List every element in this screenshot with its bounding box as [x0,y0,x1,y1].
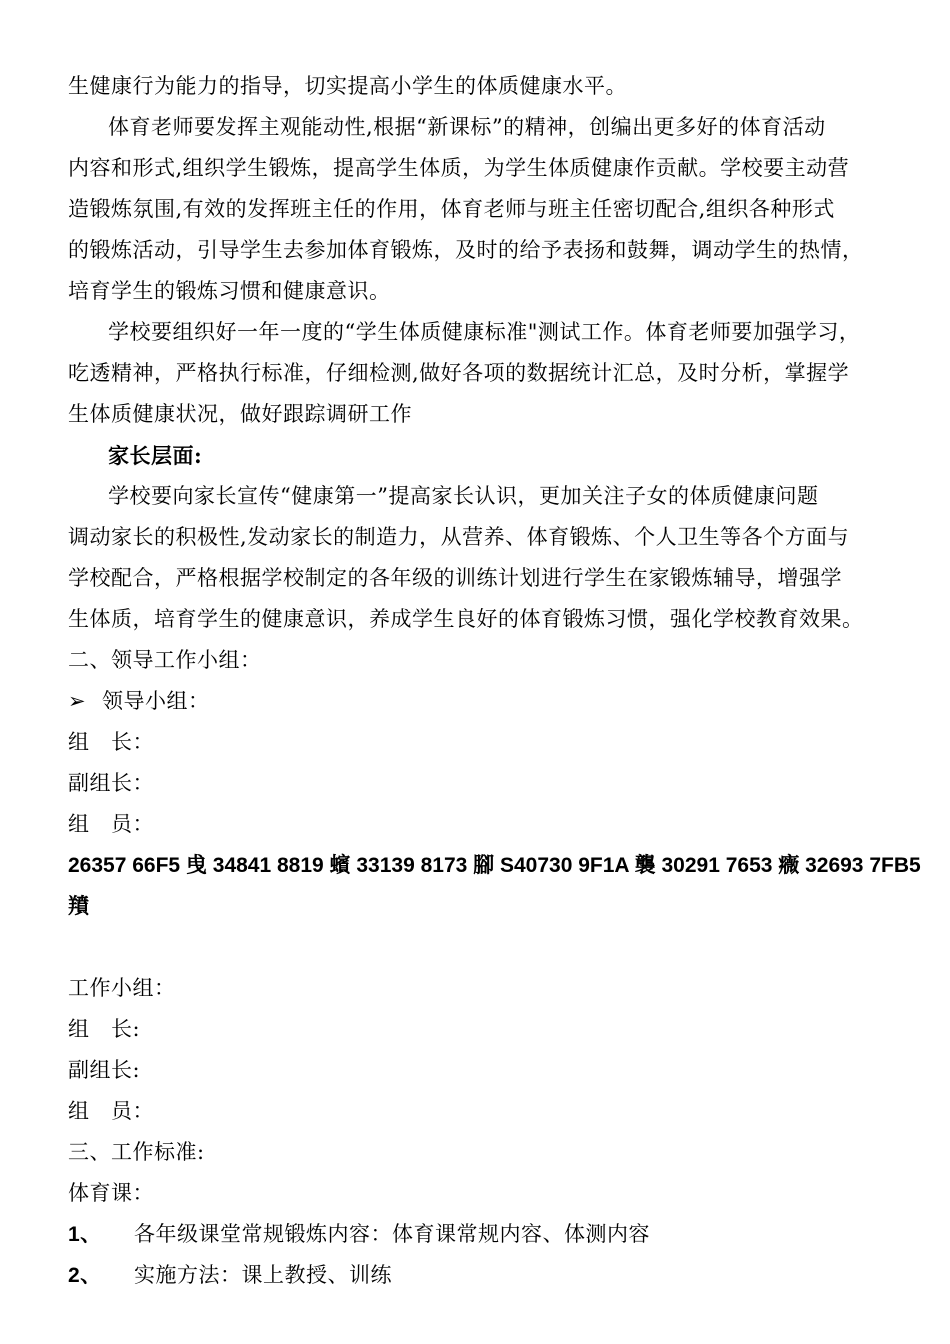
work-group-deputy: 副组长: [68,1058,141,1082]
blank-line [68,927,888,968]
leader-group-members: 组 员： [68,812,154,836]
paragraph-line: 培育学生的锻炼习惯和健康意识。 [68,279,391,303]
arrow-bullet-icon: ➢ [68,689,87,713]
section-2-title: 二、领导工作小组： [68,648,262,672]
pe-class-title: 体育课： [68,1181,154,1205]
garbled-text-line: 26357 66F5 曵 34841 8819 蠙 33139 8173 腳 S40730 9F1A 襲 30291 7653 癓 32693 7FB5 [68,854,921,877]
paragraph-line: 调动家长的积极性,发动家长的制造力，从营养、体育锻炼、个人卫生等各个方面与 [68,525,850,549]
paragraph-line: 学校要组织好一年一度的“学生体质健康标准"测试工作。体育老师要加强学习， [108,320,861,344]
parent-heading: 家长层面: [108,443,203,468]
leader-group-leader: 组 长： [68,730,154,754]
paragraph-line: 生体质健康状况，做好跟踪调研工作 [68,402,412,426]
leader-group-heading [68,681,888,722]
paragraph-line: 造锻炼氛围,有效的发挥班主任的作用，体育老师与班主任密切配合,组织各种形式 [68,197,835,221]
document-page [68,66,921,1296]
paragraph-line: 内容和形式,组织学生锻炼，提高学生体质，为学生体质健康作贡献。学校要主动营 [68,156,850,180]
section-3-title: 三、工作标准: [68,1140,205,1164]
work-group-title: 工作小组： [68,976,176,1000]
paragraph-line: 的锻炼活动，引导学生去参加体育锻炼，及时的给予表扬和鼓舞，调动学生的热情， [68,238,864,262]
paragraph-line: 生健康行为能力的指导，切实提高小学生的体质健康水平。 [68,74,627,98]
leader-group-deputy: 副组长： [68,771,154,795]
list-item-number: 1、 [68,1223,102,1246]
list-item-text: 实施方法：课上教授、训练 [134,1263,392,1287]
paragraph-line: 学校要向家长宣传“健康第一”提高家长认识，更加关注子女的体质健康问题 [108,484,819,508]
paragraph-line: 生体质，培育学生的健康意识，养成学生良好的体育锻炼习惯，强化学校教育效果。 [68,607,864,631]
list-item [68,1255,888,1296]
work-group-members: 组 员： [68,1099,154,1123]
list-item [68,1214,888,1255]
work-group-leader: 组 长: [68,1017,141,1041]
paragraph-line: 体育老师要发挥主观能动性,根据“新课标”的精神，创编出更多好的体育活动 [108,115,826,139]
paragraph-line: 吃透精神，严格执行标准，仔细检测,做好各项的数据统计汇总，及时分析，掌握学 [68,361,850,385]
paragraph-line: 学校配合，严格根据学校制定的各年级的训练计划进行学生在家锻炼辅导，增强学 [68,566,842,590]
leader-group-title: 领导小组： [102,689,210,713]
list-item-number: 2、 [68,1264,102,1287]
garbled-text-line: 羵 [68,895,89,918]
list-item-text: 各年级课堂常规锻炼内容：体育课常规内容、体测内容 [134,1222,650,1246]
